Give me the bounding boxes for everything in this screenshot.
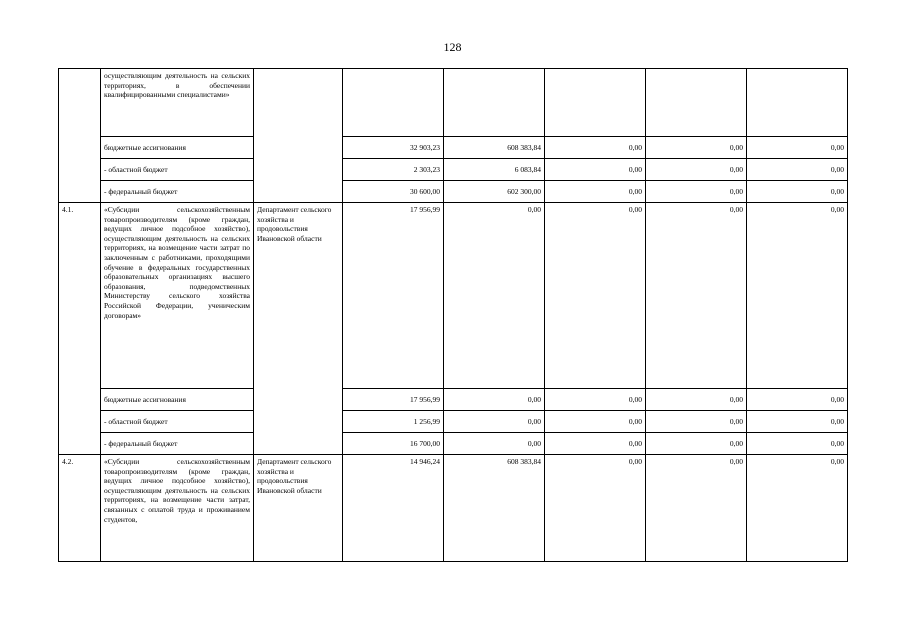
budget-table xyxy=(58,68,848,562)
table-row xyxy=(59,203,848,389)
value-cell: 6 083,84 xyxy=(444,159,545,181)
table-row xyxy=(59,411,848,433)
value-cell: 14 946,24 xyxy=(343,455,444,562)
value-cell: 30 600,00 xyxy=(343,181,444,203)
description-cell: - федеральный бюджет xyxy=(101,433,254,455)
value-cell: 0,00 xyxy=(747,159,848,181)
value-cell: 0,00 xyxy=(747,181,848,203)
description-cell: «Субсидии сельскохозяйственным товаропроизводителям (кроме граждан, ведущих личное подсобное хозяйство), осуществляющим деятельность на сельских территориях, на возмещение части затрат, связанных с оплатой труда и проживанием студентов, xyxy=(101,455,254,562)
department-cell xyxy=(254,69,343,203)
department-cell: Департамент сельского хозяйства и продовольствия Ивановской области xyxy=(254,455,343,562)
value-cell: 0,00 xyxy=(747,411,848,433)
value-cell xyxy=(545,69,646,137)
value-cell xyxy=(444,69,545,137)
value-cell: 608 383,84 xyxy=(444,137,545,159)
table-row xyxy=(59,137,848,159)
value-cell: 17 956,99 xyxy=(343,203,444,389)
page-number: 128 xyxy=(443,40,462,54)
table-row xyxy=(59,389,848,411)
description-cell: осуществляющим деятельность на сельских территориях, в обеспечении квалифицированными специалистами» xyxy=(101,69,254,137)
value-cell: 0,00 xyxy=(646,411,747,433)
value-cell: 2 303,23 xyxy=(343,159,444,181)
value-cell: 0,00 xyxy=(545,181,646,203)
value-cell: 608 383,84 xyxy=(444,455,545,562)
value-cell: 0,00 xyxy=(545,389,646,411)
value-cell: 0,00 xyxy=(747,203,848,389)
value-cell: 1 256,99 xyxy=(343,411,444,433)
value-cell: 602 300,00 xyxy=(444,181,545,203)
row-number-cell: 4.1. xyxy=(59,203,101,455)
value-cell: 17 956,99 xyxy=(343,389,444,411)
description-cell: - областной бюджет xyxy=(101,159,254,181)
value-cell: 0,00 xyxy=(646,203,747,389)
value-cell: 16 700,00 xyxy=(343,433,444,455)
description-cell: бюджетные ассигнования xyxy=(101,389,254,411)
value-cell: 0,00 xyxy=(545,411,646,433)
value-cell: 0,00 xyxy=(444,389,545,411)
description-cell: - областной бюджет xyxy=(101,411,254,433)
value-cell: 0,00 xyxy=(747,389,848,411)
value-cell: 0,00 xyxy=(646,159,747,181)
table-row xyxy=(59,433,848,455)
row-number-cell xyxy=(59,69,101,203)
value-cell: 0,00 xyxy=(646,181,747,203)
table-row xyxy=(59,181,848,203)
value-cell: 0,00 xyxy=(444,203,545,389)
value-cell: 0,00 xyxy=(545,159,646,181)
value-cell: 0,00 xyxy=(545,203,646,389)
value-cell: 0,00 xyxy=(646,455,747,562)
value-cell xyxy=(747,69,848,137)
value-cell: 0,00 xyxy=(747,137,848,159)
value-cell: 32 903,23 xyxy=(343,137,444,159)
value-cell xyxy=(343,69,444,137)
value-cell: 0,00 xyxy=(646,137,747,159)
value-cell: 0,00 xyxy=(747,455,848,562)
value-cell xyxy=(646,69,747,137)
table-row xyxy=(59,159,848,181)
value-cell: 0,00 xyxy=(747,433,848,455)
value-cell: 0,00 xyxy=(545,137,646,159)
value-cell: 0,00 xyxy=(444,411,545,433)
table-row xyxy=(59,455,848,562)
description-cell: «Субсидии сельскохозяйственным товаропроизводителям (кроме граждан, ведущих личное подсобное хозяйство), осуществляющим деятельность на сельских территориях, на возмещение части затрат по заключенным с работниками, проходящими обучение в федеральных государственных образовательных организациях высшего образования, подведомственных Министерству сельского хозяйства Российской Федерации, ученическим договорам» xyxy=(101,203,254,389)
value-cell: 0,00 xyxy=(646,389,747,411)
value-cell: 0,00 xyxy=(545,433,646,455)
description-cell: - федеральный бюджет xyxy=(101,181,254,203)
description-cell: бюджетные ассигнования xyxy=(101,137,254,159)
department-cell: Департамент сельского хозяйства и продовольствия Ивановской области xyxy=(254,203,343,455)
value-cell: 0,00 xyxy=(545,455,646,562)
row-number-cell: 4.2. xyxy=(59,455,101,562)
table-row xyxy=(59,69,848,137)
value-cell: 0,00 xyxy=(444,433,545,455)
value-cell: 0,00 xyxy=(646,433,747,455)
